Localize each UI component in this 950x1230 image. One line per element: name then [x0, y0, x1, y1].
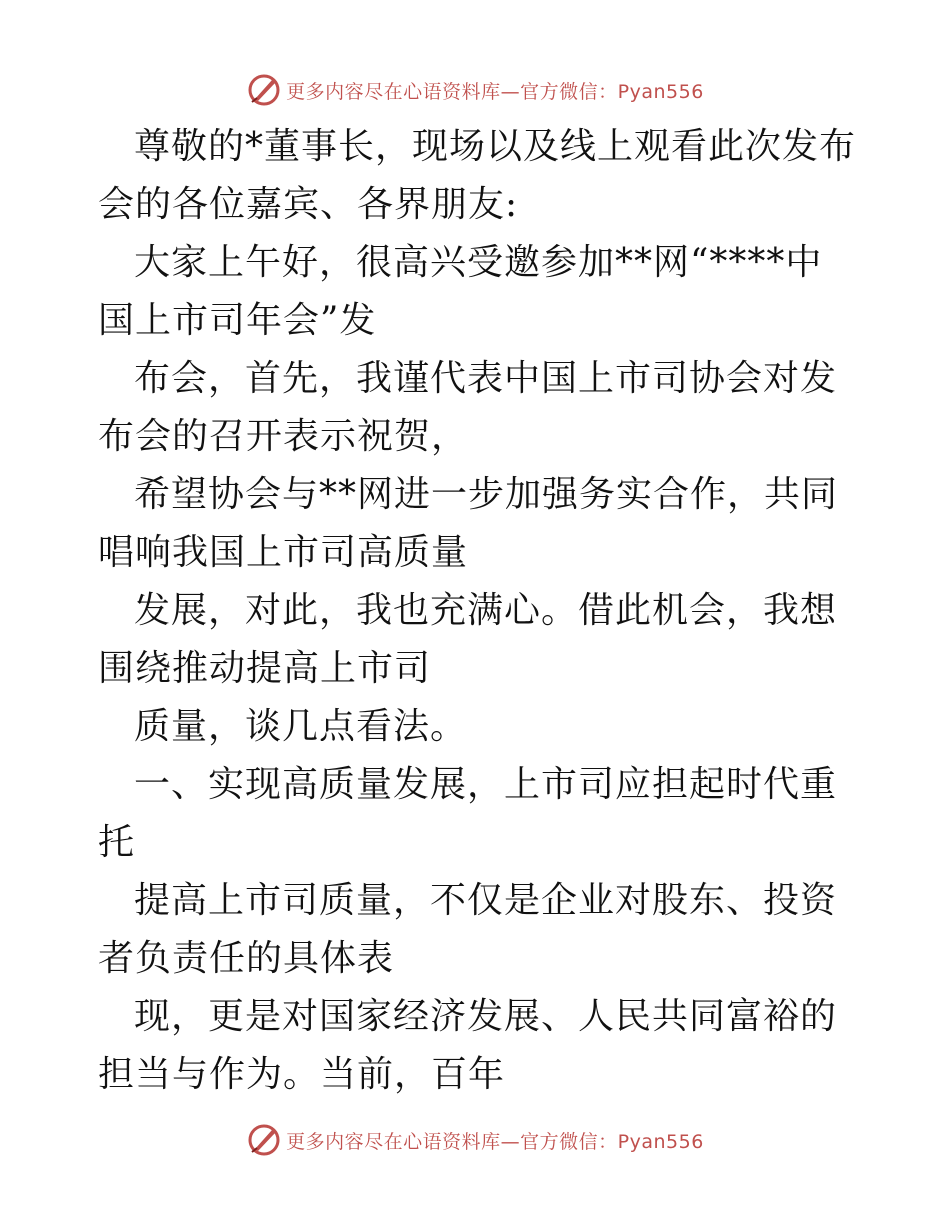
document-body: [98, 118, 858, 1104]
paragraph: 希望协会与**网进一步加强务实合作，共同唱响我国上市司高质量: [98, 474, 839, 573]
watermark-text: 更多内容尽在心语资料库—官方微信：Pyan556: [286, 80, 704, 103]
paragraph: 尊敬的*董事长，现场以及线上观看此次发布会的各位嘉宾、各界朋友:: [98, 126, 857, 225]
paragraph: 质量，谈几点看法。: [134, 706, 468, 747]
feather-pen-logo-icon: [246, 72, 282, 108]
paragraph: 布会，首先，我谨代表中国上市司协会对发布会的召开表示祝贺，: [98, 358, 838, 457]
paragraph: 大家上午好，很高兴受邀参加**网“****中国上市司年会”发: [98, 242, 823, 341]
feather-pen-logo-icon: [246, 1122, 282, 1158]
paragraph: 现，更是对国家经济发展、人民共同富裕的担当与作为。当前，百年: [98, 996, 838, 1095]
paragraph: 提高上市司质量，不仅是企业对股东、投资者负责任的具体表: [98, 880, 838, 979]
watermark-footer: [0, 1120, 950, 1160]
watermark-text: 更多内容尽在心语资料库—官方微信：Pyan556: [286, 1130, 704, 1153]
section-heading: 一、实现高质量发展，上市司应担起时代重托: [98, 764, 838, 863]
watermark-header: [0, 70, 950, 110]
paragraph: 发展，对此，我也充满心。借此机会，我想围绕推动提高上市司: [98, 590, 838, 689]
